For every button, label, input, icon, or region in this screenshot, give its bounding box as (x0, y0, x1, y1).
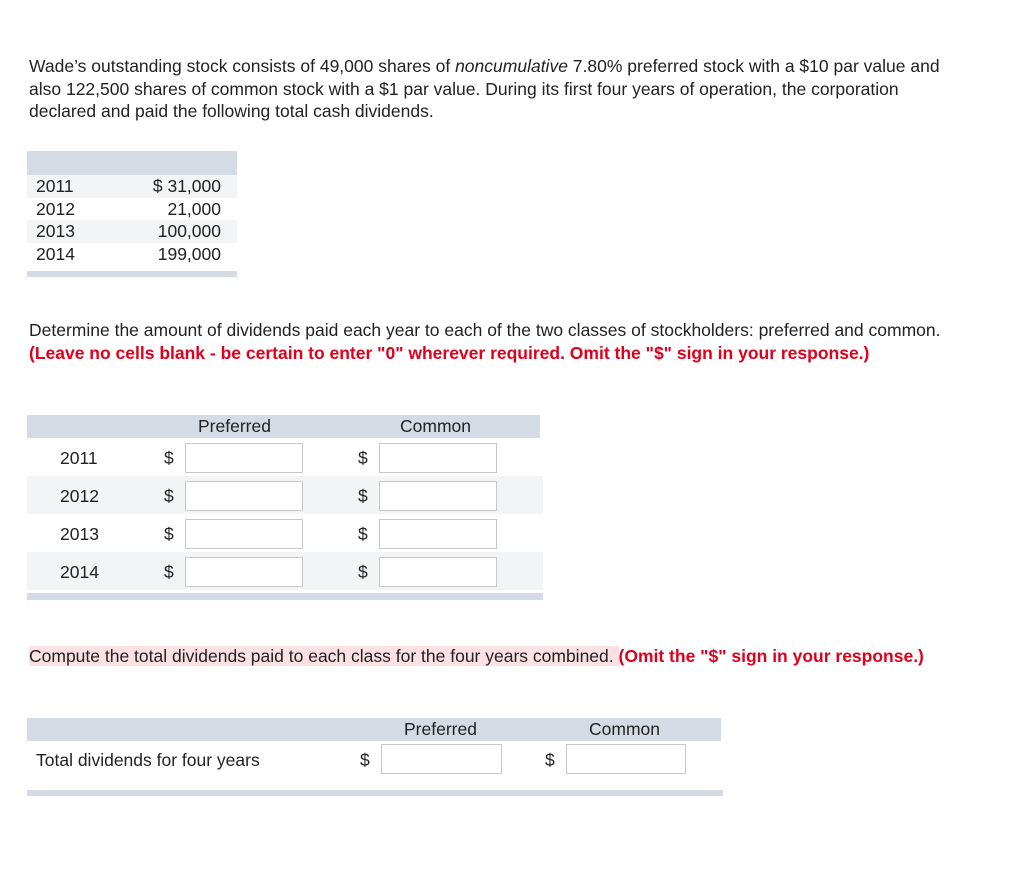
intro-text-2: 7.80% preferred stock with a $10 par value and also 122,500 shares of common stock with a $1 par value. During its first four years of operation, the corporation declared and paid the following total cash dividends. (29, 56, 940, 121)
common-2012-input[interactable] (379, 481, 497, 511)
totals-table-header (27, 718, 721, 741)
column-header-preferred: Preferred (198, 416, 271, 436)
instruction-2-emphasis: (Omit the "$" sign in your response.) (618, 646, 924, 666)
answer-row-2014 (27, 552, 543, 590)
instruction-1-emphasis: (Leave no cells blank - be certain to enter "0" wherever required. Omit the "$" sign in your response.) (29, 342, 870, 363)
preferred-2013-input[interactable] (185, 519, 303, 549)
dollar-sign: $ (358, 448, 368, 468)
answer-row-2011 (27, 438, 543, 476)
column-header-common: Common (400, 416, 471, 436)
answer-row-2013 (27, 514, 543, 552)
preferred-2014-input[interactable] (185, 557, 303, 587)
intro-italic: noncumulative (455, 56, 568, 76)
dividend-year: 2013 (36, 221, 75, 241)
answer-table-header (27, 415, 540, 438)
dividend-year: 2014 (36, 243, 75, 264)
totals-table (27, 718, 723, 770)
dollar-sign: $ (358, 562, 368, 582)
intro-text-1: Wade’s outstanding stock consists of 49,000 shares of (29, 56, 456, 76)
common-2011-input[interactable] (379, 443, 497, 473)
dividend-row-2014 (27, 243, 237, 266)
preferred-2011-input[interactable] (185, 443, 303, 473)
instruction-1 (29, 319, 959, 364)
dollar-sign: $ (164, 486, 174, 506)
row-year: 2011 (60, 448, 98, 468)
answer-table-footer (27, 593, 543, 600)
total-dividends-label: Total dividends for four years (36, 750, 260, 770)
dollar-sign: $ (545, 750, 555, 770)
row-year: 2013 (60, 524, 99, 544)
preferred-2012-input[interactable] (185, 481, 303, 511)
totals-table-footer (27, 790, 723, 796)
dividend-row-2012 (27, 198, 237, 221)
dividends-table-header (27, 151, 237, 175)
dividend-amount: $ 31,000 (152, 176, 221, 196)
dividend-row-2013 (27, 220, 237, 243)
dividends-table-body (27, 175, 237, 265)
dividends-table-footer (27, 271, 237, 277)
row-year: 2014 (60, 562, 99, 582)
dollar-sign: $ (358, 524, 368, 544)
dollar-sign: $ (360, 750, 370, 770)
dollar-sign: $ (164, 562, 174, 582)
dividend-amount: 100,000 (157, 221, 221, 241)
dollar-sign: $ (164, 448, 174, 468)
common-2014-input[interactable] (379, 557, 497, 587)
instruction-2-text: Compute the total dividends paid to each class for the four years combined. (29, 646, 619, 666)
total-common-input[interactable] (566, 744, 686, 774)
dividend-amount: 21,000 (167, 198, 221, 219)
instruction-1-text: Determine the amount of dividends paid each year to each of the two classes of stockholders: preferred and common. (29, 320, 941, 340)
dividend-year: 2011 (36, 176, 74, 196)
dollar-sign: $ (164, 524, 174, 544)
common-2013-input[interactable] (379, 519, 497, 549)
answer-table (27, 415, 543, 600)
answer-row-2012 (27, 476, 543, 514)
problem-intro (29, 55, 959, 123)
column-header-preferred: Preferred (404, 719, 477, 739)
dividend-year: 2012 (36, 198, 75, 219)
dividends-table (27, 151, 237, 277)
column-header-common: Common (589, 719, 660, 739)
total-preferred-input[interactable] (381, 744, 502, 774)
dividend-amount: 199,000 (157, 243, 221, 264)
row-year: 2012 (60, 486, 99, 506)
dollar-sign: $ (358, 486, 368, 506)
dividend-row-2011 (27, 175, 237, 198)
instruction-2 (29, 645, 969, 668)
